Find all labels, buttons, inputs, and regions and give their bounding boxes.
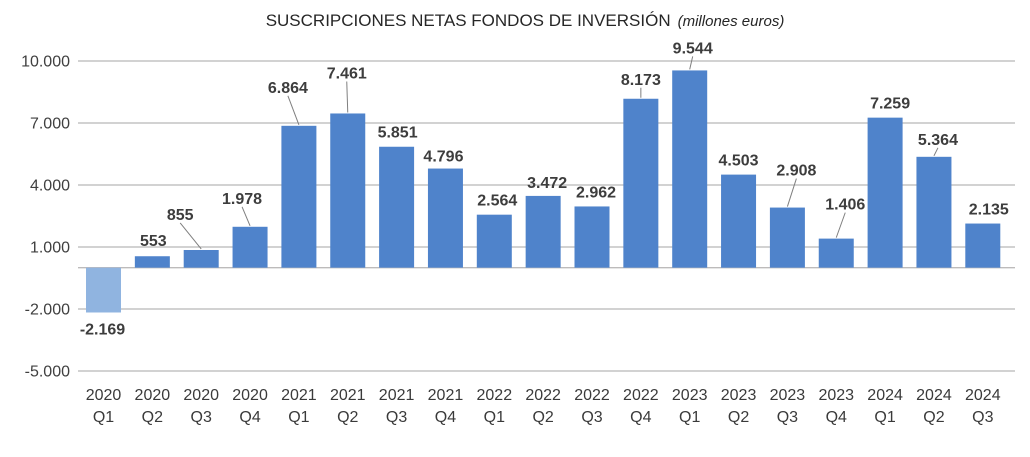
x-axis-quarter-label: Q3: [776, 409, 799, 426]
data-label: 1.406: [825, 196, 866, 214]
x-axis-year-label: 2024: [965, 387, 1001, 404]
x-axis-quarter-label: Q2: [337, 409, 359, 426]
x-axis-year-label: 2024: [916, 387, 952, 404]
bar: [770, 208, 805, 268]
data-label: 2.135: [968, 201, 1009, 219]
x-axis-year-label: 2020: [183, 387, 219, 404]
label-leader-line: [690, 56, 693, 69]
data-label: 6.864: [267, 79, 308, 97]
x-axis-quarter-label: Q1: [483, 409, 505, 426]
x-axis-year-label: 2023: [818, 387, 855, 404]
x-axis-year-label: 2021: [329, 387, 366, 404]
bar: [428, 169, 463, 268]
x-axis-quarter-label: Q1: [288, 409, 310, 426]
data-label: 553: [139, 233, 167, 251]
bar: [965, 224, 1000, 268]
bar: [575, 206, 610, 267]
x-axis-quarter-label: Q2: [532, 409, 554, 426]
bar: [819, 239, 854, 268]
bar: [721, 175, 756, 268]
y-axis-tick-label: 10.000: [21, 53, 70, 71]
bar: [233, 227, 268, 268]
label-leader-line: [288, 96, 299, 125]
bar: [86, 268, 121, 313]
y-axis-tick-label: -2.000: [24, 301, 70, 319]
x-axis-quarter-label: Q2: [141, 409, 164, 426]
x-axis-year-label: 2021: [427, 387, 464, 404]
data-label: 4.796: [423, 148, 464, 166]
x-axis-quarter-label: Q1: [874, 409, 896, 426]
label-leader-line: [836, 213, 845, 238]
bar: [281, 126, 316, 268]
data-label: 4.503: [718, 152, 759, 170]
data-label: 5.364: [917, 131, 958, 149]
x-axis-year-label: 2022: [623, 387, 659, 404]
x-axis-year-label: 2021: [378, 387, 415, 404]
y-axis-tick-label: 7.000: [29, 115, 70, 133]
bar: [379, 147, 414, 268]
x-axis-quarter-label: Q4: [434, 409, 457, 426]
x-axis-year-label: 2023: [769, 387, 806, 404]
x-axis-quarter-label: Q1: [92, 409, 115, 426]
data-label: 5.851: [377, 124, 418, 142]
x-axis-quarter-label: Q3: [385, 409, 408, 426]
bar: [184, 250, 219, 268]
bar: [477, 215, 512, 268]
x-axis-year-label: 2023: [720, 387, 757, 404]
label-leader-line: [242, 207, 250, 226]
x-axis-quarter-label: Q4: [630, 409, 652, 426]
bar: [623, 99, 658, 268]
bar: [868, 118, 903, 268]
y-axis-tick-label: 4.000: [29, 177, 70, 195]
bar: [672, 70, 707, 267]
x-axis-year-label: 2020: [232, 387, 268, 404]
data-label: 1.978: [222, 190, 263, 208]
chart-title-text: SUSCRIPCIONES NETAS FONDOS DE INVERSIÓN: [265, 11, 671, 30]
x-axis-year-label: 2022: [574, 387, 610, 404]
label-leader-line: [180, 223, 201, 249]
label-leader-line: [347, 81, 348, 112]
data-label: 2.564: [477, 192, 518, 210]
x-axis-quarter-label: Q3: [190, 409, 212, 426]
label-leader-line: [787, 179, 796, 207]
data-label: 855: [166, 206, 194, 224]
bar: [135, 256, 170, 267]
x-axis-quarter-label: Q4: [825, 409, 847, 426]
x-axis-year-label: 2022: [476, 387, 513, 404]
data-label: 7.259: [870, 95, 911, 113]
x-axis-quarter-label: Q3: [972, 409, 994, 426]
bar: [916, 157, 951, 268]
x-axis-year-label: 2020: [134, 387, 171, 404]
x-axis-year-label: 2024: [867, 387, 903, 404]
data-label: 7.461: [326, 65, 367, 83]
chart-title: [266, 11, 785, 30]
chart-title-unit: (millones euros): [677, 13, 785, 30]
data-label: 2.908: [776, 162, 817, 180]
bar: [330, 113, 365, 267]
x-axis-year-label: 2021: [281, 387, 317, 404]
x-axis-quarter-label: Q2: [727, 409, 750, 426]
data-label: 9.544: [672, 40, 713, 58]
bar: [526, 196, 561, 268]
data-label: 2.962: [575, 184, 617, 202]
x-axis-year-label: 2020: [85, 387, 122, 404]
y-axis-tick-label: -5.000: [24, 363, 70, 381]
x-axis-quarter-label: Q1: [679, 409, 701, 426]
label-leader-line: [934, 148, 938, 156]
data-label: -2.169: [79, 321, 126, 339]
data-label: 8.173: [620, 71, 661, 89]
x-axis-quarter-label: Q2: [923, 409, 945, 426]
y-axis-tick-label: 1.000: [29, 239, 70, 257]
x-axis-year-label: 2023: [671, 387, 708, 404]
x-axis-quarter-label: Q4: [239, 409, 261, 426]
data-label: 3.472: [527, 174, 568, 192]
x-axis-year-label: 2022: [525, 387, 561, 404]
x-axis-quarter-label: Q3: [581, 409, 603, 426]
